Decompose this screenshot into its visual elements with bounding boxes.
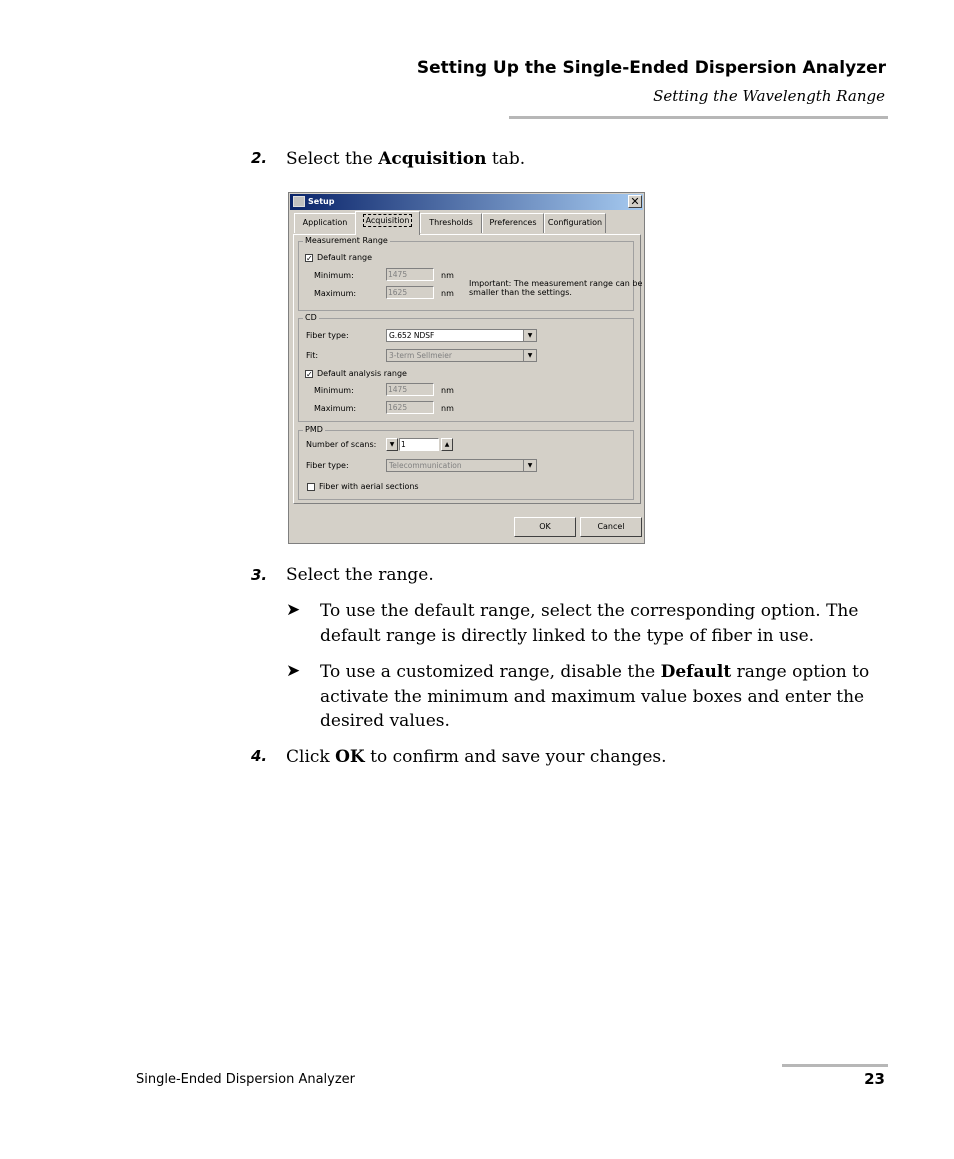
min-field[interactable]: 1475 xyxy=(386,268,434,281)
chevron-down-icon: ▼ xyxy=(523,330,536,341)
fiber-type-label: Fiber type: xyxy=(306,331,349,340)
setup-dialog-screenshot xyxy=(288,192,645,544)
aerial-sections-checkbox[interactable] xyxy=(307,483,315,491)
step-number: 4. xyxy=(251,747,268,765)
chevron-down-icon: ▼ xyxy=(523,460,536,471)
step-text-bold: OK xyxy=(335,747,365,767)
cd-group xyxy=(298,313,634,422)
scans-field[interactable]: 1 xyxy=(399,438,439,451)
tab-thresholds[interactable]: Thresholds xyxy=(420,213,482,233)
step-text: Select the range. xyxy=(286,565,434,585)
pmd-group xyxy=(298,425,634,500)
fit-dropdown[interactable] xyxy=(386,349,537,362)
min-label: Minimum: xyxy=(314,271,354,280)
bullet-text-pre: To use a customized range, disable the xyxy=(320,662,661,682)
step-text-pre: Click xyxy=(286,747,336,767)
increment-icon[interactable]: ▲ xyxy=(441,438,453,451)
group-legend: Measurement Range xyxy=(305,236,388,245)
step-text xyxy=(286,147,525,172)
chevron-down-icon: ▼ xyxy=(523,350,536,361)
app-icon xyxy=(293,196,305,207)
note-text: smaller than the settings. xyxy=(469,288,572,297)
tab-preferences[interactable]: Preferences xyxy=(482,213,544,233)
dialog-titlebar xyxy=(290,194,643,210)
number-of-scans-label: Number of scans: xyxy=(306,440,377,449)
max-label: Maximum: xyxy=(314,289,357,298)
checkbox-label: Fiber with aerial sections xyxy=(319,482,419,491)
dropdown-value: 3-term Sellmeier xyxy=(389,351,452,360)
default-range-checkbox[interactable]: ✓ xyxy=(306,254,313,263)
step-text xyxy=(286,745,667,770)
fiber-type-dropdown[interactable] xyxy=(386,329,537,342)
dropdown-value: Telecommunication xyxy=(389,461,462,470)
max-field[interactable]: 1625 xyxy=(386,286,434,299)
bullet-line: To use the default range, select the corresponding option. The xyxy=(320,601,859,621)
bullet-line: desired values. xyxy=(320,711,450,731)
running-header-title: Setting Up the Single-Ended Dispersion Analyzer xyxy=(416,58,886,78)
fiber-type-label: Fiber type: xyxy=(306,461,349,470)
default-analysis-range-checkbox[interactable]: ✓ xyxy=(306,370,313,379)
min-field[interactable]: 1475 xyxy=(386,383,434,396)
bullet-text xyxy=(320,599,858,648)
bullet-line xyxy=(320,660,869,685)
arrow-bullet-icon: ➤ xyxy=(286,661,301,681)
step-number: 2. xyxy=(251,149,268,167)
measurement-range-group xyxy=(298,236,643,311)
close-icon[interactable]: ✕ xyxy=(628,195,642,208)
dropdown-value: G.652 NDSF xyxy=(389,331,435,340)
step-text-post: tab. xyxy=(486,149,526,169)
max-label: Maximum: xyxy=(314,404,357,413)
fit-label: Fit: xyxy=(306,351,319,360)
unit-label: nm xyxy=(441,289,454,298)
page-number: 23 xyxy=(864,1070,885,1088)
tab-acquisition[interactable] xyxy=(355,211,420,235)
pmd-fiber-type-dropdown[interactable] xyxy=(386,459,537,472)
bullet-line: activate the minimum and maximum value boxes and enter the xyxy=(320,686,865,707)
footer-title: Single-Ended Dispersion Analyzer xyxy=(136,1072,356,1087)
bullet-text-bold: Default xyxy=(660,662,732,682)
step-text-pre: Select the xyxy=(286,149,379,169)
bullet-text xyxy=(320,660,869,734)
max-field[interactable]: 1625 xyxy=(386,401,434,414)
min-label: Minimum: xyxy=(314,386,354,395)
step-text-post: to confirm and save your changes. xyxy=(364,747,667,767)
dialog-title: Setup xyxy=(308,197,335,206)
group-legend: CD xyxy=(305,313,317,322)
unit-label: nm xyxy=(441,386,454,395)
checkbox-label: Default range xyxy=(317,253,373,262)
note-text: Important: The measurement range can be xyxy=(469,279,643,288)
unit-label: nm xyxy=(441,404,454,413)
running-header-subtitle: Setting the Wavelength Range xyxy=(653,87,885,105)
decrement-icon[interactable]: ▼ xyxy=(386,438,398,451)
tab-acquisition-label: Acquisition xyxy=(363,214,413,227)
tab-application[interactable]: Application xyxy=(294,213,356,233)
group-legend: PMD xyxy=(305,425,323,434)
step-number: 3. xyxy=(251,566,268,584)
arrow-bullet-icon: ➤ xyxy=(286,600,301,620)
checkbox-label: Default analysis range xyxy=(317,369,407,378)
step-text-bold: Acquisition xyxy=(378,149,487,169)
unit-label: nm xyxy=(441,271,454,280)
acquisition-panel xyxy=(293,234,641,504)
cancel-button[interactable]: Cancel xyxy=(580,517,642,537)
footer-rule xyxy=(782,1064,888,1067)
ok-button[interactable]: OK xyxy=(514,517,576,537)
bullet-line: default range is directly linked to the type of fiber in use. xyxy=(320,625,815,646)
header-rule xyxy=(509,116,888,119)
tab-configuration[interactable]: Configuration xyxy=(544,213,606,233)
bullet-text-post: range option to xyxy=(731,662,870,682)
